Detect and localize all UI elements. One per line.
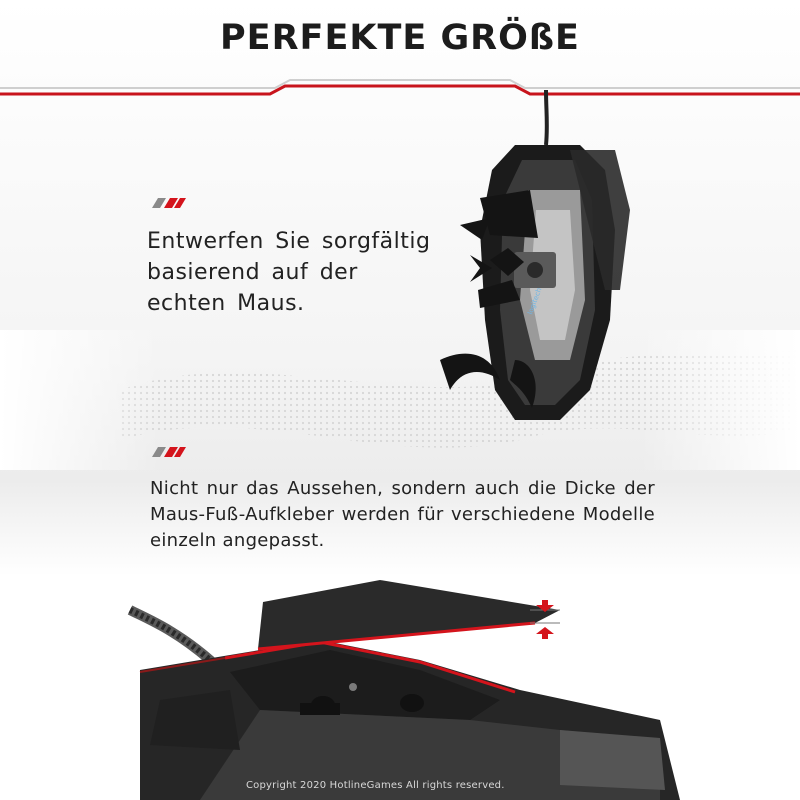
arrow-up-icon (536, 627, 554, 639)
design-description: Entwerfen Sie sorgfältig basierend auf der echten Maus. (147, 229, 431, 316)
mouse-underside-illustration (420, 90, 660, 430)
copyright-notice: Copyright 2020 HotlineGames All rights reserved. (246, 780, 505, 791)
thickness-description: Nicht nur das Aussehen, sondern auch die Dicke der Maus-Fuß-Aufkleber werden für verschiedene Modelle einzeln angepasst. (150, 478, 655, 551)
double-slash-accent-icon (152, 198, 186, 210)
arrow-down-icon (536, 600, 554, 612)
page-title: PERFEKTE GRÖßE (220, 18, 580, 58)
double-slash-accent-icon (152, 447, 186, 459)
dotted-wave-pattern (0, 330, 800, 470)
mouse-foot-thickness-illustration (0, 560, 800, 800)
svg-text:logitech: logitech (526, 286, 544, 316)
